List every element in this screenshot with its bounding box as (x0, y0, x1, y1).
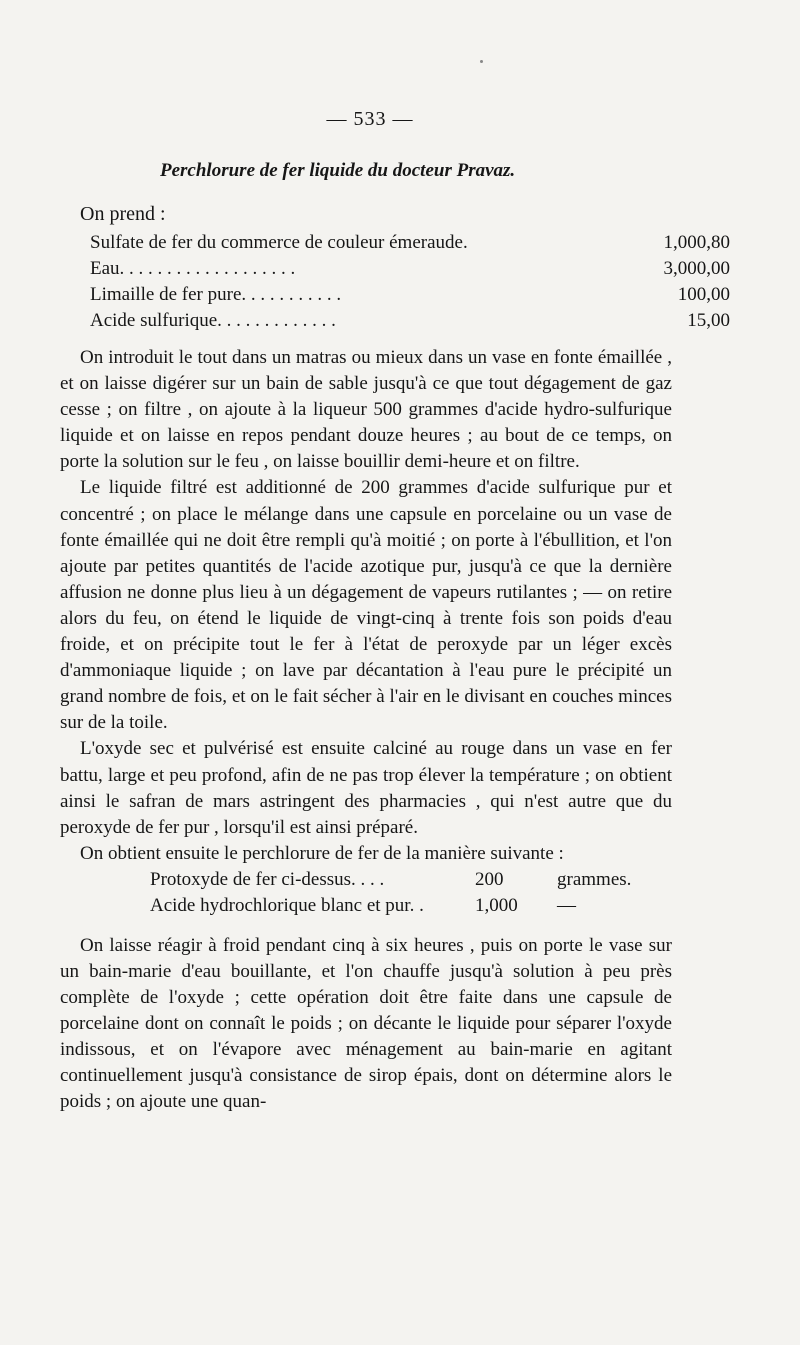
formula-ingredient: Protoxyde de fer ci-dessus. . . . (150, 868, 385, 890)
ingredient-name: Eau. . . . . . . . . . . . . . . . . . . (90, 258, 296, 279)
ingredient-quantity: 100,00 (677, 284, 730, 305)
recipe-title: Perchlorure de fer liquide du docteur Pravaz. (160, 160, 516, 181)
paragraph-reaction: On laisse réagir à froid pendant cinq à six heures , puis on porte le vase sur un bain-marie d'eau bouillante, et l'on chauffe jusqu'à solution à peu près complète de l'oxyde ; cette opération doit être faite dans une capsule de porcelaine dont on connaît le poids ; on décante le liquide pour séparer l'oxyde indissous, et on l'évapore avec ménagement au bain-marie en agitant continuellement jusqu'à consistance de sirop épais, dont on détermine alors le poids ; on ajoute une quan- (60, 934, 672, 1113)
paragraph-peroxide: Le liquide filtré est additionné de 200 grammes d'acide sulfurique pur et concentré ; on place le mélange dans une capsule en porcelaine ou un vase de fonte émaillée qui ne doit être rempli qu'à moitié ; on porte à l'ébullition, et l'on ajoute par petites quantités de l'acide azotique pur, jusqu'à ce que la dernière affusion ne donne plus lieu à un dégagement de vapeurs rutilantes ; — on retire alors du feu, on étend le liquide de vingt-cinq à trente fois son poids d'eau froide, et on précipite tout le fer à l'état de peroxyde par un léger excès d'ammoniaque liquide ; on lave par décantation à l'eau pure le précipité un grand nombre de fois, et on le fait sécher à l'air en le divisant en couches minces sur de la toile. (60, 477, 672, 734)
ingredient-name: Acide sulfurique. . . . . . . . . . . . . (90, 310, 336, 331)
ingredient-row (90, 230, 730, 256)
paragraph-dissolution: On introduit le tout dans un matras ou mieux dans un vase en fonte émaillée , et on laisse digérer sur un bain de sable jusqu'à ce que tout dégagement de gaz cesse ; on filtre , on ajoute à la liqueur 500 grammes d'acide hydro-sulfurique liquide et on laisse en repos pendant douze heures ; au bout de ce temps, on porte la solution sur le feu , on laisse bouillir demi-heure et on filtre. (60, 347, 672, 473)
ingredient-row (90, 256, 730, 282)
formula-unit: — (557, 894, 576, 916)
formula-row (150, 893, 672, 919)
body-text (60, 345, 672, 1116)
ingredient-row (90, 282, 730, 308)
formula-unit: grammes. (557, 868, 632, 890)
ingredient-row (90, 308, 730, 334)
ingredient-name: Limaille de fer pure. . . . . . . . . . . (90, 284, 342, 305)
formula-quantity: 1,000 (475, 894, 518, 916)
spacer (60, 919, 672, 933)
formula-list (60, 867, 672, 919)
recipe-intro: On prend : (80, 203, 166, 225)
page-number: — 533 — (326, 108, 414, 130)
paragraph-perchlorure-intro: On obtient ensuite le perchlorure de fer de la manière suivante : (80, 842, 564, 864)
ingredient-quantity: 1,000,80 (663, 232, 730, 253)
ingredient-quantity: 3,000,00 (663, 258, 730, 279)
ingredient-name: Sulfate de fer du commerce de couleur émeraude. (90, 232, 468, 253)
formula-row (150, 867, 672, 893)
ingredient-list (90, 230, 730, 334)
formula-quantity: 200 (475, 868, 504, 890)
formula-ingredient: Acide hydrochlorique blanc et pur. . (150, 894, 424, 916)
page-speck (480, 60, 483, 63)
ingredient-quantity: 15,00 (687, 310, 730, 331)
paragraph-calcination: L'oxyde sec et pulvérisé est ensuite calciné au rouge dans un vase en fer battu, large et peu profond, afin de ne pas trop élever la température ; on obtient ainsi le safran de mars astringent des pharmacies , qui n'est autre que du peroxyde de fer pur , lorsqu'il est ainsi préparé. (60, 738, 672, 838)
